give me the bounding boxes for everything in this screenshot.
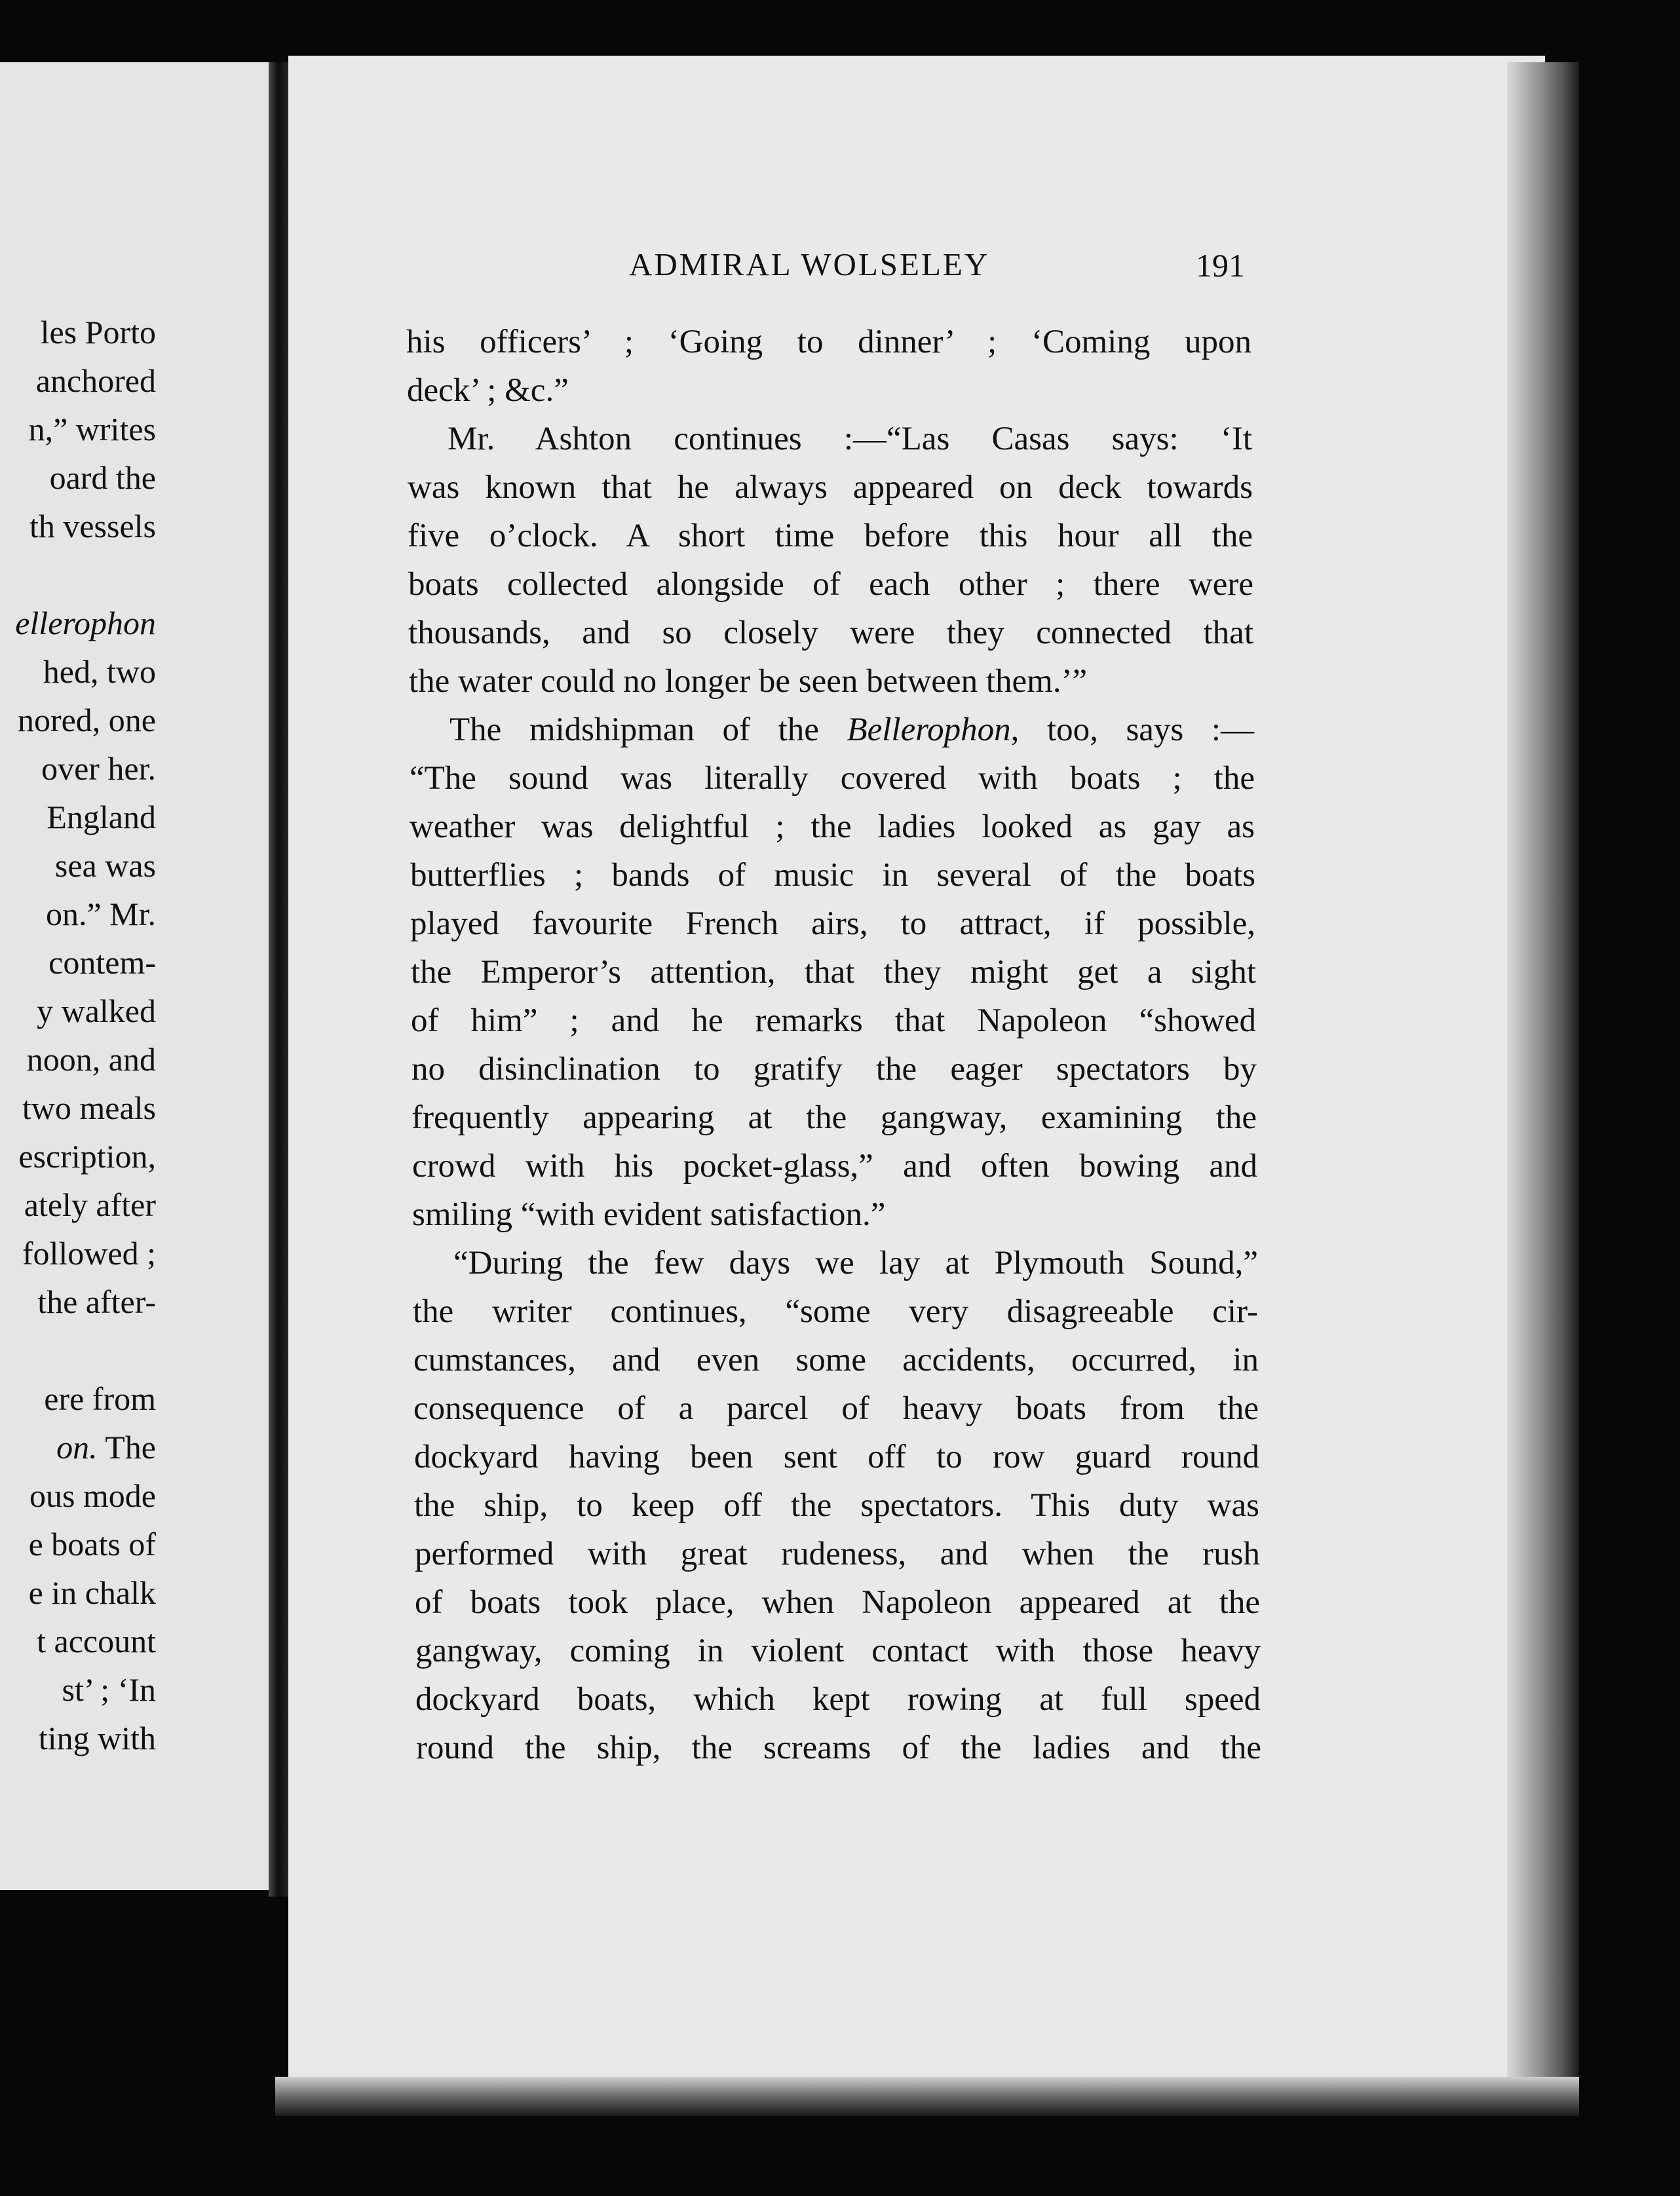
body-text-line: weather was delightful ; the ladies looked as gay as (410, 808, 1255, 845)
left-page-line: ous mode (29, 1477, 156, 1514)
body-text-line: the water could no longer be seen between them.’” (409, 663, 1088, 700)
left-page-line: over her. (41, 750, 156, 787)
page-number: 191 (1196, 247, 1245, 284)
body-text-line: The midshipman of the Bellerophon, too, says :— (449, 711, 1254, 748)
left-page-line: st’ ; ‘In (62, 1671, 156, 1708)
left-page-line: les Porto (40, 314, 156, 350)
body-text-line: of him” ; and he remarks that Napoleon “showed (411, 1002, 1256, 1039)
left-page-line: on.” Mr. (45, 896, 156, 932)
left-page-line: two meals (22, 1089, 156, 1126)
book-gutter (269, 62, 290, 1897)
body-text-line: five o’clock. A short time before this hour all the (408, 518, 1253, 554)
body-text-line: of boats took place, when Napoleon appeared at the (415, 1584, 1260, 1621)
left-page-line: e in chalk (28, 1574, 156, 1611)
left-page-line: followed ; (22, 1235, 156, 1272)
body-text-line: the ship, to keep off the spectators. This duty was (414, 1487, 1259, 1524)
body-text-line: played favourite French airs, to attract, if possible, (410, 905, 1255, 942)
body-text-line: “The sound was literally covered with boats ; the (410, 760, 1255, 797)
body-text-line: dockyard boats, which kept rowing at full speed (415, 1681, 1261, 1718)
body-text-line: thousands, and so closely were they connected that (408, 615, 1253, 651)
left-page-line: y walked (37, 993, 156, 1029)
body-text-line: performed with great rudeness, and when the rush (415, 1536, 1260, 1572)
left-page-line: nored, one (17, 702, 156, 738)
body-text-line: cumstances, and even some accidents, occurred, in (413, 1342, 1259, 1378)
left-page-line: n,” writes (28, 411, 156, 447)
body-text-line: gangway, coming in violent contact with those heavy (415, 1633, 1261, 1669)
left-page-line: ellerophon (15, 605, 156, 641)
running-head: ADMIRAL WOLSELEY (629, 246, 990, 282)
left-page-line: th vessels (29, 508, 156, 544)
body-text-line: Mr. Ashton continues :—“Las Casas says: ‘It (448, 421, 1252, 457)
body-text-line: frequently appearing at the gangway, examining the (411, 1099, 1257, 1136)
left-page-line: England (47, 799, 156, 835)
body-text-line: consequence of a parcel of heavy boats from the (413, 1390, 1259, 1427)
left-page-line: sea was (54, 847, 156, 884)
left-page-line: anchored (35, 362, 156, 399)
left-page-line: contem- (48, 944, 156, 981)
body-text-line: smiling “with evident satisfaction.” (412, 1196, 886, 1233)
left-page-line: oard the (49, 459, 156, 496)
left-page-line: ately after (24, 1186, 156, 1223)
left-page-line: escription, (18, 1138, 156, 1175)
body-text-line: “During the few days we lay at Plymouth Sound,” (453, 1245, 1258, 1281)
body-text-line: was known that he always appeared on deck towards (408, 469, 1253, 506)
page-edges-bottom (275, 2077, 1579, 2116)
body-text-line: no disinclination to gratify the eager spectators by (411, 1051, 1257, 1088)
body-text-line: deck’ ; &c.” (407, 372, 569, 409)
left-page-line: t account (37, 1623, 156, 1659)
left-page-line: e boats of (28, 1526, 156, 1562)
body-text-line: round the ship, the screams of the ladies and the (416, 1730, 1261, 1766)
body-text-line: the writer continues, “some very disagreeable cir- (413, 1293, 1258, 1330)
left-page-line: ting with (38, 1720, 156, 1756)
left-page-line: ere from (44, 1380, 156, 1417)
body-text-line: boats collected alongside of each other ; there were (408, 566, 1253, 603)
body-text-line: dockyard having been sent off to row guard round (414, 1439, 1259, 1475)
body-text-line: the Emperor’s attention, that they might get a sight (411, 954, 1256, 991)
left-page (0, 62, 269, 1890)
left-page-line: on. The (56, 1429, 156, 1466)
left-page-line: hed, two (43, 653, 156, 690)
body-text-line: crowd with his pocket-glass,” and often bowing and (412, 1148, 1257, 1184)
page-edges-right (1507, 62, 1579, 2080)
left-page-line: noon, and (26, 1041, 156, 1078)
body-text-line: his officers’ ; ‘Going to dinner’ ; ‘Coming upon (406, 324, 1251, 360)
left-page-line: the after- (37, 1283, 156, 1320)
body-text-line: butterflies ; bands of music in several of the boats (410, 857, 1255, 894)
